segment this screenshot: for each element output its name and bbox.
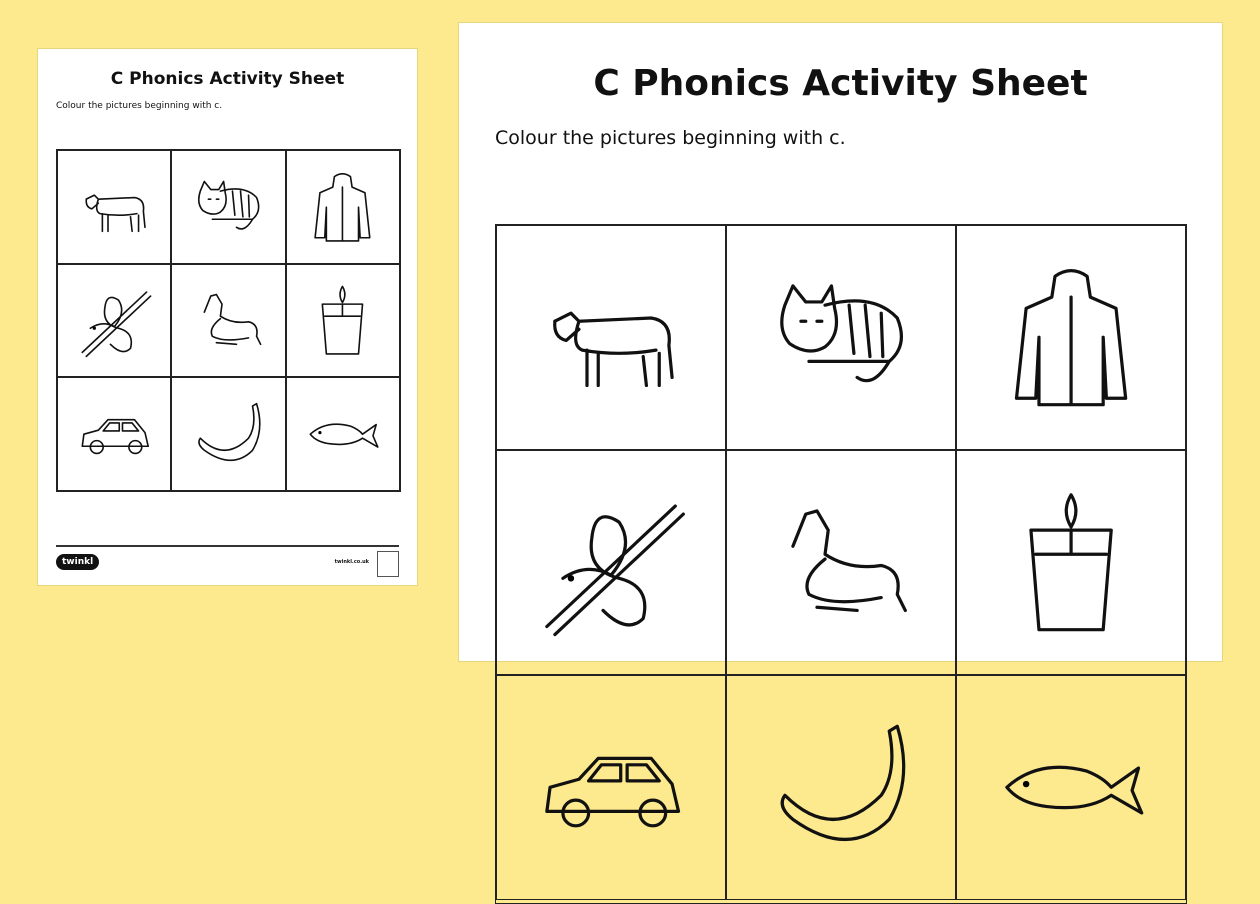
picture-cell — [171, 150, 285, 264]
sheet-title: C Phonics Activity Sheet — [110, 69, 345, 89]
picture-cell — [726, 450, 956, 675]
banana-icon — [188, 394, 269, 474]
picture-cell — [496, 450, 726, 675]
picture-cell — [496, 675, 726, 900]
picture-cell — [726, 675, 956, 900]
coat-icon — [302, 167, 383, 247]
picture-cell — [57, 264, 171, 378]
fish-icon — [989, 707, 1153, 868]
picture-cell — [956, 675, 1186, 900]
picture-cell — [956, 450, 1186, 675]
cat-icon — [188, 167, 269, 247]
picture-cell — [171, 377, 285, 491]
banana-icon — [759, 707, 923, 868]
snake-icon — [74, 280, 155, 360]
picture-grid — [495, 224, 1187, 904]
picture-cell — [171, 264, 285, 378]
candle-icon — [302, 280, 383, 360]
picture-cell — [57, 150, 171, 264]
cow-icon — [529, 257, 693, 418]
car-icon — [529, 707, 693, 868]
worksheet-enlarged — [458, 22, 1223, 662]
cat-icon — [759, 257, 923, 418]
picture-cell — [286, 150, 400, 264]
sheet-instruction: Colour the pictures beginning with c. — [56, 101, 223, 111]
coat-icon — [989, 257, 1153, 418]
picture-cell — [496, 225, 726, 450]
picture-cell — [286, 264, 400, 378]
snake-icon — [529, 482, 693, 643]
picture-cell — [726, 225, 956, 450]
twinkl-logo: twinkl — [56, 554, 99, 570]
picture-cell — [956, 225, 1186, 450]
car-icon — [74, 394, 155, 474]
picture-cell — [286, 377, 400, 491]
horse-icon — [188, 280, 269, 360]
picture-grid — [56, 149, 401, 492]
sheet-title: C Phonics Activity Sheet — [593, 63, 1088, 104]
horse-icon — [759, 482, 923, 643]
footer-divider — [56, 545, 399, 547]
fish-icon — [302, 394, 383, 474]
badge-icon — [377, 551, 399, 577]
footer-url: twinkl.co.uk — [334, 559, 369, 565]
candle-icon — [989, 482, 1153, 643]
worksheet-thumbnail — [37, 48, 418, 586]
picture-cell — [57, 377, 171, 491]
cow-icon — [74, 167, 155, 247]
sheet-instruction: Colour the pictures beginning with c. — [495, 127, 846, 149]
